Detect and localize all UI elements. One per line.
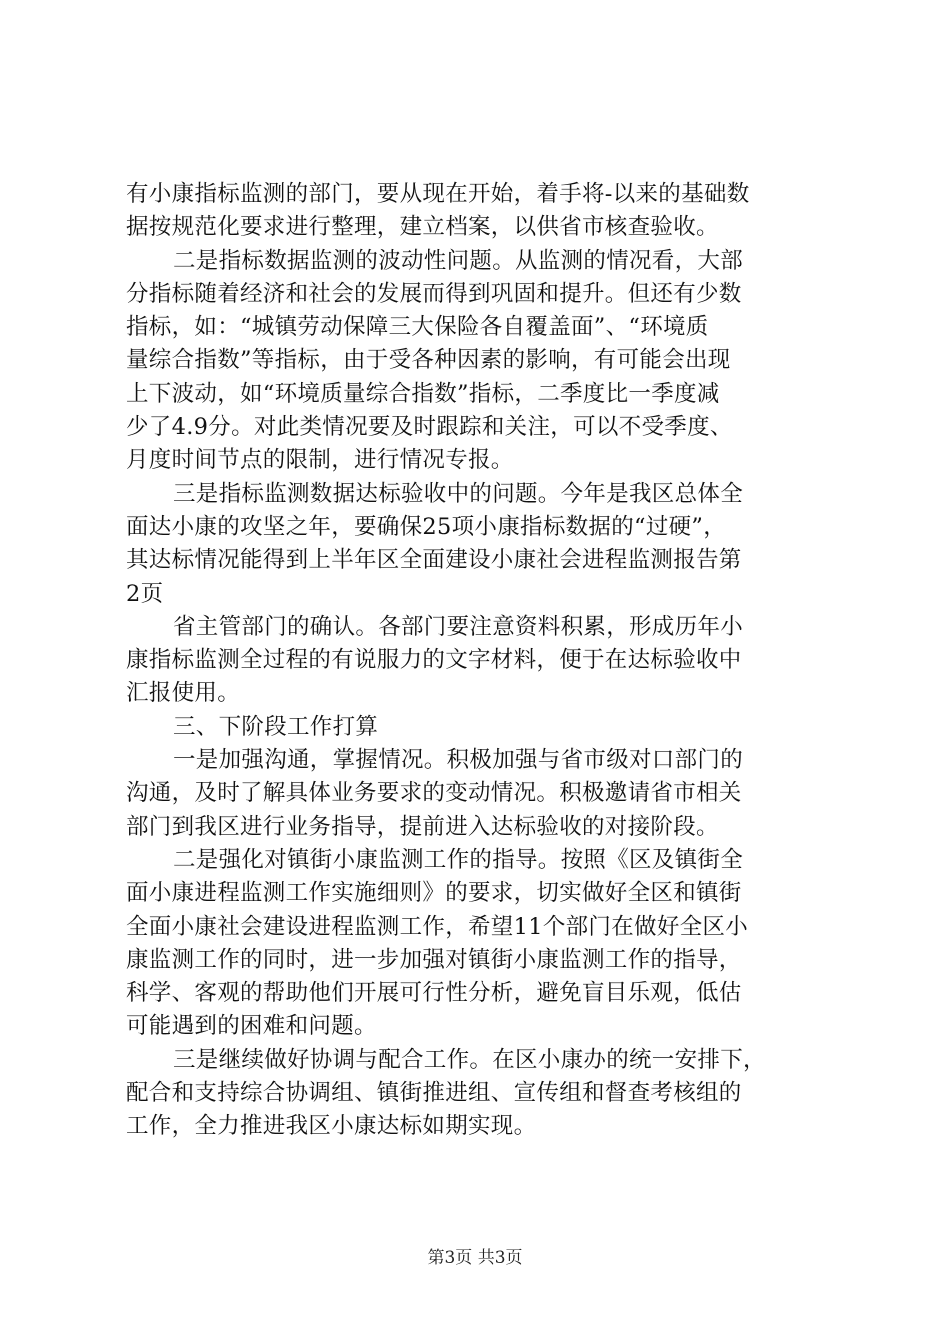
text-line: 面达小康的攻坚之年，要确保25项小康指标数据的“过硬”， [126,513,727,540]
text-line: 汇报使用。 [126,680,241,707]
paragraph-start: 一是加强沟通，掌握情况。积极加强与省市级对口部门的 [173,747,744,774]
paragraph-start: 三是指标监测数据达标验收中的问题。今年是我区总体全 [173,480,744,507]
text-line: 据按规范化要求进行整理，建立档案，以供省市核查验收。 [126,214,719,241]
text-line: 月度时间节点的限制，进行情况专报。 [126,447,514,474]
text-line: 量综合指数”等指标，由于受各种因素的影响，有可能会出现 [126,347,731,374]
paragraph-start: 二是强化对镇街小康监测工作的指导。按照《区及镇街全 [173,846,744,873]
page-number: 第3页 共3页 [427,1248,523,1268]
text-line: 面小康进程监测工作实施细则》的要求，切实做好全区和镇街 [126,880,742,907]
text-line: 上下波动，如“环境质量综合指数”指标，二季度比一季度减 [126,380,720,407]
text-line: 分指标随着经济和社会的发展而得到巩固和提升。但还有少数 [126,280,742,307]
text-line: 部门到我区进行业务指导，提前进入达标验收的对接阶段。 [126,813,719,840]
text-line: 全面小康社会建设进程监测工作，希望11个部门在做好全区小 [126,913,749,940]
paragraph-start: 三是继续做好协调与配合工作。在区小康办的统一安排下， [173,1046,766,1073]
text-line: 指标，如：“城镇劳动保障三大保险各自覆盖面”、“环境质 [126,314,709,341]
text-line: 康指标监测全过程的有说服力的文字材料，便于在达标验收中 [126,647,742,674]
text-line: 2页 [126,580,164,607]
text-line: 沟通，及时了解具体业务要求的变动情况。积极邀请省市相关 [126,780,742,807]
text-line: 配合和支持综合协调组、镇街推进组、宣传组和督查考核组的 [126,1080,742,1107]
text-line: 少了4.9分。对此类情况要及时跟踪和关注，可以不受季度、 [126,414,733,441]
text-line: 工作，全力推进我区小康达标如期实现。 [126,1113,537,1140]
text-line: 科学、客观的帮助他们开展可行性分析，避免盲目乐观，低估 [126,980,742,1007]
text-line: 康监测工作的同时，进一步加强对镇街小康监测工作的指导， [126,946,742,973]
document-body [126,178,826,1144]
paragraph-start: 省主管部门的确认。各部门要注意资料积累，形成历年小 [173,613,744,640]
section-heading: 三、下阶段工作打算 [173,713,379,740]
text-line: 其达标情况能得到上半年区全面建设小康社会进程监测报告第 [126,547,742,574]
text-line: 有小康指标监测的部门，要从现在开始，着手将-以来的基础数 [126,181,750,207]
paragraph-start: 二是指标数据监测的波动性问题。从监测的情况看，大部 [173,247,744,274]
text-line: 可能遇到的困难和问题。 [126,1013,377,1040]
